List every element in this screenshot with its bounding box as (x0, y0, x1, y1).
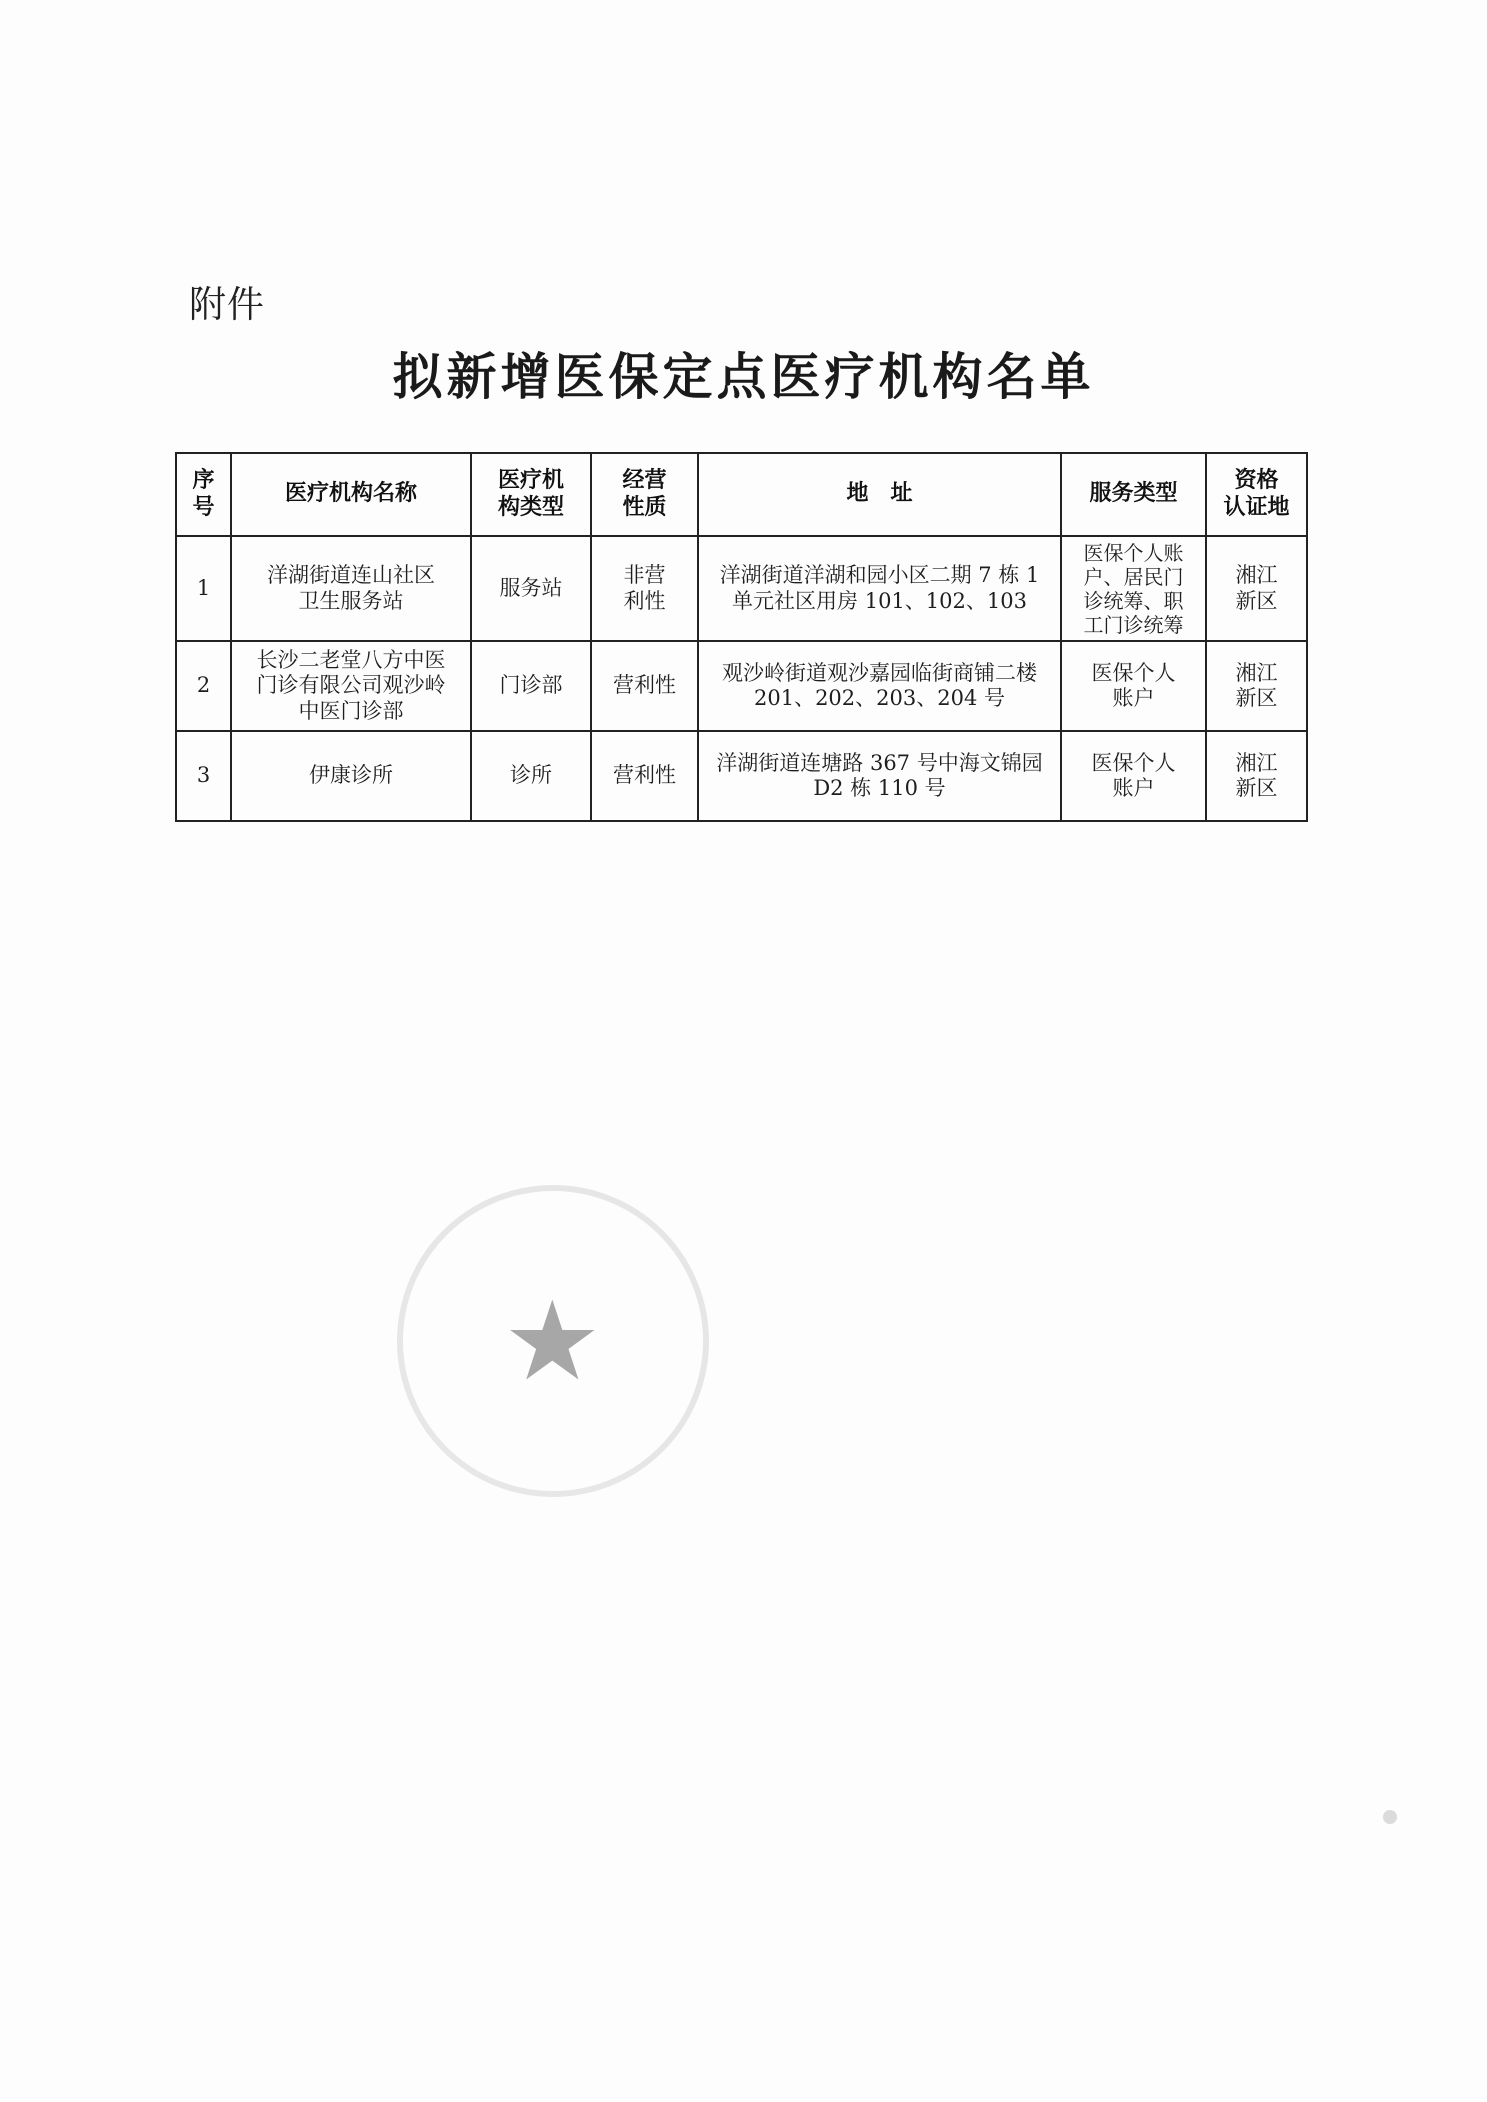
header-type: 医疗机 构类型 (471, 453, 591, 536)
cell-no: 3 (176, 731, 231, 821)
header-region: 资格 认证地 (1206, 453, 1307, 536)
cell-type: 服务站 (471, 536, 591, 641)
cell-nature: 非营 利性 (591, 536, 698, 641)
cell-region: 湘江 新区 (1206, 731, 1307, 821)
table-header-row (176, 453, 1307, 536)
cell-name: 伊康诊所 (231, 731, 471, 821)
cell-service: 医保个人账 户、居民门 诊统筹、职 工门诊统筹 (1061, 536, 1206, 641)
document-title: 拟新增医保定点医疗机构名单 (392, 348, 1095, 406)
cell-service: 医保个人 账户 (1061, 731, 1206, 821)
table-row (176, 641, 1307, 731)
cell-region: 湘江 新区 (1206, 536, 1307, 641)
cell-type: 门诊部 (471, 641, 591, 731)
cell-name: 洋湖街道连山社区 卫生服务站 (231, 536, 471, 641)
cell-address: 观沙岭街道观沙嘉园临街商铺二楼 201、202、203、204 号 (698, 641, 1061, 731)
attachment-label: 附件 (189, 283, 265, 326)
cell-service: 医保个人 账户 (1061, 641, 1206, 731)
cell-address: 洋湖街道连塘路 367 号中海文锦园 D2 栋 110 号 (698, 731, 1061, 821)
cell-nature: 营利性 (591, 641, 698, 731)
header-nature: 经营 性质 (591, 453, 698, 536)
cell-type: 诊所 (471, 731, 591, 821)
seal-star-icon: ★ (503, 1277, 602, 1405)
header-address: 地 址 (698, 453, 1061, 536)
scan-speck (1383, 1810, 1397, 1824)
header-service: 服务类型 (1061, 453, 1206, 536)
cell-no: 2 (176, 641, 231, 731)
header-no: 序 号 (176, 453, 231, 536)
cell-region: 湘江 新区 (1206, 641, 1307, 731)
header-name: 医疗机构名称 (231, 453, 471, 536)
cell-name: 长沙二老堂八方中医 门诊有限公司观沙岭 中医门诊部 (231, 641, 471, 731)
cell-no: 1 (176, 536, 231, 641)
cell-nature: 营利性 (591, 731, 698, 821)
table-row (176, 536, 1307, 641)
official-seal (397, 1185, 709, 1497)
cell-address: 洋湖街道洋湖和园小区二期 7 栋 1 单元社区用房 101、102、103 (698, 536, 1061, 641)
table-row (176, 731, 1307, 821)
institution-table (175, 452, 1308, 822)
